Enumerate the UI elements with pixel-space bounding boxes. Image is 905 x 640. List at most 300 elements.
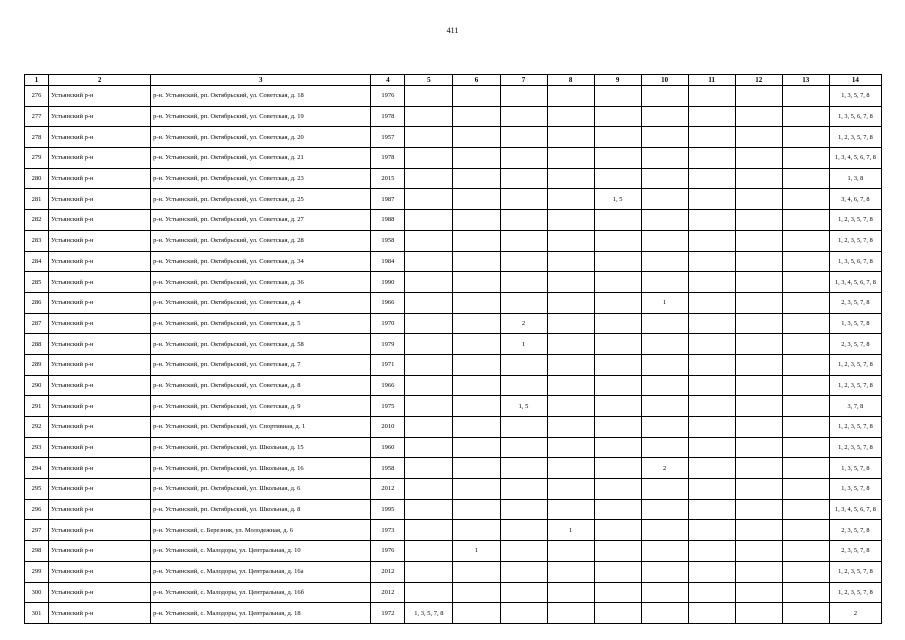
table-cell-col-11 bbox=[688, 272, 735, 293]
table-cell-col-13 bbox=[782, 189, 829, 210]
table-cell-col-7: 2 bbox=[500, 313, 547, 334]
table-cell-col-5 bbox=[405, 396, 453, 417]
table-cell-col-13 bbox=[782, 313, 829, 334]
table-cell-col-8 bbox=[547, 148, 594, 169]
table-cell-col-12 bbox=[735, 292, 782, 313]
column-header-8: 8 bbox=[547, 75, 594, 86]
table-cell-col-13 bbox=[782, 210, 829, 231]
table-cell-col-4: 2012 bbox=[371, 479, 405, 500]
table-cell-col-11 bbox=[688, 499, 735, 520]
table-cell-col-4: 1987 bbox=[371, 189, 405, 210]
table-cell-col-14: 3, 7, 8 bbox=[829, 396, 881, 417]
table-cell-col-4: 1958 bbox=[371, 230, 405, 251]
table-cell-col-2: Устьянский р-н bbox=[49, 168, 151, 189]
table-cell-col-11 bbox=[688, 354, 735, 375]
table-cell-col-1: 294 bbox=[25, 458, 49, 479]
table-cell-col-13 bbox=[782, 251, 829, 272]
table-cell-col-2: Устьянский р-н bbox=[49, 479, 151, 500]
table-cell-col-1: 298 bbox=[25, 541, 49, 562]
table-cell-col-14: 1, 2, 3, 5, 7, 8 bbox=[829, 417, 881, 438]
table-cell-col-1: 284 bbox=[25, 251, 49, 272]
table-cell-col-6 bbox=[453, 499, 500, 520]
table-cell-col-11 bbox=[688, 148, 735, 169]
table-cell-col-4: 1970 bbox=[371, 313, 405, 334]
table-cell-col-9 bbox=[594, 437, 641, 458]
table-cell-col-13 bbox=[782, 417, 829, 438]
table-cell-col-7 bbox=[500, 437, 547, 458]
table-cell-col-10 bbox=[641, 86, 688, 107]
table-cell-col-10 bbox=[641, 168, 688, 189]
table-cell-col-3: р-н. Устьянский, с. Малодоры, ул. Центральная, д. 10 bbox=[151, 541, 371, 562]
table-cell-col-7 bbox=[500, 251, 547, 272]
table-row bbox=[25, 417, 882, 438]
table-cell-col-12 bbox=[735, 210, 782, 231]
table-cell-col-4: 1973 bbox=[371, 520, 405, 541]
table-cell-col-3: р-н. Устьянский, рп. Октябрьский, ул. Спортивная, д. 1 bbox=[151, 417, 371, 438]
table-cell-col-7 bbox=[500, 499, 547, 520]
table-header bbox=[25, 75, 882, 86]
table-cell-col-2: Устьянский р-н bbox=[49, 313, 151, 334]
table-cell-col-4: 1978 bbox=[371, 106, 405, 127]
table-cell-col-3: р-н. Устьянский, рп. Октябрьский, ул. Советская, д. 28 bbox=[151, 230, 371, 251]
table-cell-col-2: Устьянский р-н bbox=[49, 86, 151, 107]
table-cell-col-3: р-н. Устьянский, рп. Октябрьский, ул. Советская, д. 23 bbox=[151, 168, 371, 189]
table-cell-col-9 bbox=[594, 603, 641, 624]
table-cell-col-7 bbox=[500, 106, 547, 127]
table-cell-col-12 bbox=[735, 127, 782, 148]
table-cell-col-5 bbox=[405, 251, 453, 272]
table-cell-col-5 bbox=[405, 479, 453, 500]
table-cell-col-7 bbox=[500, 541, 547, 562]
table-cell-col-6 bbox=[453, 582, 500, 603]
column-header-5: 5 bbox=[405, 75, 453, 86]
table-cell-col-1: 278 bbox=[25, 127, 49, 148]
table-cell-col-12 bbox=[735, 417, 782, 438]
table-cell-col-7 bbox=[500, 127, 547, 148]
table-cell-col-12 bbox=[735, 437, 782, 458]
table-cell-col-9 bbox=[594, 375, 641, 396]
table-cell-col-10 bbox=[641, 437, 688, 458]
table-row bbox=[25, 148, 882, 169]
table-cell-col-4: 2010 bbox=[371, 417, 405, 438]
table-cell-col-11 bbox=[688, 127, 735, 148]
table-cell-col-4: 1978 bbox=[371, 148, 405, 169]
table-cell-col-8 bbox=[547, 86, 594, 107]
table-cell-col-3: р-н. Устьянский, рп. Октябрьский, ул. Советская, д. 8 bbox=[151, 375, 371, 396]
table-cell-col-10 bbox=[641, 334, 688, 355]
table-cell-col-6 bbox=[453, 417, 500, 438]
table-cell-col-11 bbox=[688, 458, 735, 479]
table-cell-col-3: р-н. Устьянский, рп. Октябрьский, ул. Советская, д. 34 bbox=[151, 251, 371, 272]
table-cell-col-2: Устьянский р-н bbox=[49, 499, 151, 520]
table-row bbox=[25, 499, 882, 520]
table-cell-col-6 bbox=[453, 230, 500, 251]
table-cell-col-1: 296 bbox=[25, 499, 49, 520]
table-cell-col-14: 3, 4, 6, 7, 8 bbox=[829, 189, 881, 210]
table-cell-col-6 bbox=[453, 292, 500, 313]
column-header-10: 10 bbox=[641, 75, 688, 86]
table-cell-col-1: 295 bbox=[25, 479, 49, 500]
table-cell-col-4: 1958 bbox=[371, 458, 405, 479]
table-cell-col-7 bbox=[500, 272, 547, 293]
table-cell-col-6 bbox=[453, 396, 500, 417]
table-cell-col-3: р-н. Устьянский, рп. Октябрьский, ул. Советская, д. 58 bbox=[151, 334, 371, 355]
table-row bbox=[25, 168, 882, 189]
table-cell-col-8 bbox=[547, 582, 594, 603]
table-cell-col-4: 1995 bbox=[371, 499, 405, 520]
table-cell-col-8 bbox=[547, 561, 594, 582]
table-cell-col-11 bbox=[688, 292, 735, 313]
column-header-1: 1 bbox=[25, 75, 49, 86]
table-cell-col-12 bbox=[735, 354, 782, 375]
table-cell-col-4: 1957 bbox=[371, 127, 405, 148]
table-cell-col-3: р-н. Устьянский, рп. Октябрьский, ул. Советская, д. 25 bbox=[151, 189, 371, 210]
table-cell-col-8: 1 bbox=[547, 520, 594, 541]
table-cell-col-9 bbox=[594, 86, 641, 107]
table-cell-col-1: 293 bbox=[25, 437, 49, 458]
table-cell-col-10 bbox=[641, 603, 688, 624]
table-cell-col-7 bbox=[500, 86, 547, 107]
table-cell-col-13 bbox=[782, 106, 829, 127]
table-cell-col-11 bbox=[688, 86, 735, 107]
table-cell-col-14: 1, 3, 5, 7, 8 bbox=[829, 313, 881, 334]
table-cell-col-14: 1, 2, 3, 5, 7, 8 bbox=[829, 127, 881, 148]
table-cell-col-10 bbox=[641, 354, 688, 375]
table-cell-col-14: 1, 2, 3, 5, 7, 8 bbox=[829, 354, 881, 375]
table-cell-col-2: Устьянский р-н bbox=[49, 561, 151, 582]
table-cell-col-1: 292 bbox=[25, 417, 49, 438]
table-cell-col-11 bbox=[688, 479, 735, 500]
table-cell-col-12 bbox=[735, 189, 782, 210]
table-cell-col-11 bbox=[688, 189, 735, 210]
table-cell-col-14: 1, 2, 3, 5, 7, 8 bbox=[829, 582, 881, 603]
table-cell-col-7 bbox=[500, 230, 547, 251]
table-cell-col-5 bbox=[405, 106, 453, 127]
table-cell-col-13 bbox=[782, 334, 829, 355]
table-cell-col-1: 280 bbox=[25, 168, 49, 189]
table-cell-col-4: 1971 bbox=[371, 354, 405, 375]
table-cell-col-1: 297 bbox=[25, 520, 49, 541]
table-cell-col-10 bbox=[641, 396, 688, 417]
table-cell-col-2: Устьянский р-н bbox=[49, 396, 151, 417]
table-cell-col-8 bbox=[547, 313, 594, 334]
table-cell-col-11 bbox=[688, 334, 735, 355]
table-cell-col-10 bbox=[641, 127, 688, 148]
table-cell-col-10: 1 bbox=[641, 292, 688, 313]
table-row bbox=[25, 106, 882, 127]
table-cell-col-4: 1976 bbox=[371, 541, 405, 562]
table-cell-col-8 bbox=[547, 251, 594, 272]
table-cell-col-5 bbox=[405, 210, 453, 231]
table-cell-col-5 bbox=[405, 272, 453, 293]
table-cell-col-11 bbox=[688, 210, 735, 231]
table-cell-col-4: 1975 bbox=[371, 396, 405, 417]
table-cell-col-6 bbox=[453, 479, 500, 500]
table-cell-col-9 bbox=[594, 106, 641, 127]
table-cell-col-7 bbox=[500, 582, 547, 603]
table-cell-col-7 bbox=[500, 292, 547, 313]
table-row bbox=[25, 437, 882, 458]
column-header-14: 14 bbox=[829, 75, 881, 86]
table-cell-col-5 bbox=[405, 499, 453, 520]
table-cell-col-3: р-н. Устьянский, с. Березник, ул. Молодежная, д. 6 bbox=[151, 520, 371, 541]
table-cell-col-5 bbox=[405, 458, 453, 479]
table-cell-col-14: 2, 3, 5, 7, 8 bbox=[829, 520, 881, 541]
table-cell-col-6: 1 bbox=[453, 541, 500, 562]
table-cell-col-12 bbox=[735, 396, 782, 417]
table-cell-col-13 bbox=[782, 437, 829, 458]
table-cell-col-5 bbox=[405, 292, 453, 313]
table-cell-col-8 bbox=[547, 375, 594, 396]
table-cell-col-12 bbox=[735, 168, 782, 189]
table-cell-col-2: Устьянский р-н bbox=[49, 272, 151, 293]
table-cell-col-9 bbox=[594, 417, 641, 438]
table-cell-col-4: 1979 bbox=[371, 334, 405, 355]
table-cell-col-1: 291 bbox=[25, 396, 49, 417]
table-cell-col-9 bbox=[594, 127, 641, 148]
table-cell-col-14: 1, 2, 3, 5, 7, 8 bbox=[829, 210, 881, 231]
table-cell-col-8 bbox=[547, 479, 594, 500]
table-cell-col-6 bbox=[453, 354, 500, 375]
table-cell-col-12 bbox=[735, 520, 782, 541]
table-cell-col-3: р-н. Устьянский, рп. Октябрьский, ул. Школьная, д. 16 bbox=[151, 458, 371, 479]
table-cell-col-8 bbox=[547, 168, 594, 189]
table-cell-col-9 bbox=[594, 148, 641, 169]
table-cell-col-8 bbox=[547, 189, 594, 210]
table-cell-col-7 bbox=[500, 168, 547, 189]
table-cell-col-14: 1, 3, 5, 7, 8 bbox=[829, 86, 881, 107]
table-cell-col-4: 2012 bbox=[371, 561, 405, 582]
table-cell-col-1: 282 bbox=[25, 210, 49, 231]
table-row bbox=[25, 561, 882, 582]
table-cell-col-14: 1, 3, 5, 7, 8 bbox=[829, 458, 881, 479]
table-cell-col-2: Устьянский р-н bbox=[49, 189, 151, 210]
table-cell-col-2: Устьянский р-н bbox=[49, 541, 151, 562]
table-cell-col-2: Устьянский р-н bbox=[49, 582, 151, 603]
table-cell-col-9 bbox=[594, 313, 641, 334]
table-cell-col-8 bbox=[547, 292, 594, 313]
table-cell-col-6 bbox=[453, 189, 500, 210]
table-cell-col-14: 1, 2, 3, 5, 7, 8 bbox=[829, 437, 881, 458]
table-cell-col-6 bbox=[453, 375, 500, 396]
table-cell-col-6 bbox=[453, 520, 500, 541]
table-cell-col-13 bbox=[782, 127, 829, 148]
table-cell-col-1: 289 bbox=[25, 354, 49, 375]
table-cell-col-9 bbox=[594, 561, 641, 582]
table-cell-col-9 bbox=[594, 230, 641, 251]
table-cell-col-7 bbox=[500, 603, 547, 624]
table-cell-col-9 bbox=[594, 396, 641, 417]
table-cell-col-14: 1, 3, 8 bbox=[829, 168, 881, 189]
table-cell-col-13 bbox=[782, 292, 829, 313]
table-cell-col-14: 1, 2, 3, 5, 7, 8 bbox=[829, 561, 881, 582]
table-cell-col-5 bbox=[405, 561, 453, 582]
table-cell-col-5 bbox=[405, 230, 453, 251]
table-cell-col-3: р-н. Устьянский, рп. Октябрьский, ул. Школьная, д. 8 bbox=[151, 499, 371, 520]
table-cell-col-14: 1, 3, 4, 5, 6, 7, 8 bbox=[829, 272, 881, 293]
table-row bbox=[25, 251, 882, 272]
table-cell-col-13 bbox=[782, 603, 829, 624]
table-cell-col-1: 285 bbox=[25, 272, 49, 293]
table-cell-col-6 bbox=[453, 272, 500, 293]
table-cell-col-5 bbox=[405, 375, 453, 396]
table-cell-col-5 bbox=[405, 313, 453, 334]
table-cell-col-6 bbox=[453, 86, 500, 107]
table-cell-col-11 bbox=[688, 561, 735, 582]
table-cell-col-11 bbox=[688, 251, 735, 272]
table-cell-col-1: 301 bbox=[25, 603, 49, 624]
table-cell-col-8 bbox=[547, 396, 594, 417]
table-cell-col-11 bbox=[688, 582, 735, 603]
column-header-12: 12 bbox=[735, 75, 782, 86]
table-cell-col-3: р-н. Устьянский, рп. Октябрьский, ул. Советская, д. 9 bbox=[151, 396, 371, 417]
table-cell-col-1: 276 bbox=[25, 86, 49, 107]
table-cell-col-12 bbox=[735, 458, 782, 479]
table-cell-col-13 bbox=[782, 168, 829, 189]
table-cell-col-7 bbox=[500, 561, 547, 582]
table-cell-col-5 bbox=[405, 437, 453, 458]
table-cell-col-1: 286 bbox=[25, 292, 49, 313]
table-body bbox=[25, 86, 882, 624]
table-cell-col-8 bbox=[547, 272, 594, 293]
table-row bbox=[25, 189, 882, 210]
table-cell-col-4: 1972 bbox=[371, 603, 405, 624]
table-cell-col-10: 2 bbox=[641, 458, 688, 479]
table-cell-col-3: р-н. Устьянский, рп. Октябрьский, ул. Советская, д. 27 bbox=[151, 210, 371, 231]
table-cell-col-12 bbox=[735, 582, 782, 603]
table-cell-col-8 bbox=[547, 458, 594, 479]
table-cell-col-6 bbox=[453, 313, 500, 334]
table-cell-col-11 bbox=[688, 520, 735, 541]
table-cell-col-5 bbox=[405, 541, 453, 562]
table-cell-col-12 bbox=[735, 561, 782, 582]
table-cell-col-1: 279 bbox=[25, 148, 49, 169]
table-cell-col-9 bbox=[594, 210, 641, 231]
table-cell-col-13 bbox=[782, 396, 829, 417]
column-header-11: 11 bbox=[688, 75, 735, 86]
table-cell-col-12 bbox=[735, 499, 782, 520]
table-cell-col-10 bbox=[641, 541, 688, 562]
table-row bbox=[25, 520, 882, 541]
table-cell-col-3: р-н. Устьянский, с. Малодоры, ул. Центральная, д. 16а bbox=[151, 561, 371, 582]
table-cell-col-13 bbox=[782, 499, 829, 520]
column-header-6: 6 bbox=[453, 75, 500, 86]
table-cell-col-9 bbox=[594, 520, 641, 541]
table-cell-col-9 bbox=[594, 168, 641, 189]
table-cell-col-2: Устьянский р-н bbox=[49, 520, 151, 541]
table-cell-col-7 bbox=[500, 354, 547, 375]
table-cell-col-3: р-н. Устьянский, рп. Октябрьский, ул. Советская, д. 36 bbox=[151, 272, 371, 293]
housing-register-table bbox=[24, 74, 882, 624]
table-cell-col-10 bbox=[641, 582, 688, 603]
table-cell-col-1: 287 bbox=[25, 313, 49, 334]
table-cell-col-9 bbox=[594, 458, 641, 479]
table-cell-col-2: Устьянский р-н bbox=[49, 251, 151, 272]
table-cell-col-9 bbox=[594, 499, 641, 520]
table-cell-col-8 bbox=[547, 334, 594, 355]
table-cell-col-13 bbox=[782, 458, 829, 479]
table-cell-col-7 bbox=[500, 189, 547, 210]
table-cell-col-5 bbox=[405, 189, 453, 210]
table-cell-col-3: р-н. Устьянский, рп. Октябрьский, ул. Советская, д. 7 bbox=[151, 354, 371, 375]
table-cell-col-3: р-н. Устьянский, рп. Октябрьский, ул. Советская, д. 4 bbox=[151, 292, 371, 313]
table-cell-col-6 bbox=[453, 168, 500, 189]
table-cell-col-10 bbox=[641, 106, 688, 127]
table-cell-col-12 bbox=[735, 334, 782, 355]
table-cell-col-11 bbox=[688, 375, 735, 396]
column-header-3: 3 bbox=[151, 75, 371, 86]
table-cell-col-10 bbox=[641, 375, 688, 396]
table-cell-col-5: 1, 3, 5, 7, 8 bbox=[405, 603, 453, 624]
table-cell-col-13 bbox=[782, 582, 829, 603]
table-row bbox=[25, 541, 882, 562]
table-cell-col-13 bbox=[782, 230, 829, 251]
table-cell-col-14: 2, 3, 5, 7, 8 bbox=[829, 541, 881, 562]
table-cell-col-12 bbox=[735, 106, 782, 127]
table-cell-col-5 bbox=[405, 354, 453, 375]
table-cell-col-14: 1, 2, 3, 5, 7, 8 bbox=[829, 375, 881, 396]
table-cell-col-2: Устьянский р-н bbox=[49, 127, 151, 148]
table-cell-col-10 bbox=[641, 479, 688, 500]
table-cell-col-5 bbox=[405, 334, 453, 355]
table-cell-col-4: 1960 bbox=[371, 437, 405, 458]
table-row bbox=[25, 479, 882, 500]
table-cell-col-11 bbox=[688, 396, 735, 417]
table-cell-col-14: 2, 3, 5, 7, 8 bbox=[829, 292, 881, 313]
table-cell-col-1: 288 bbox=[25, 334, 49, 355]
table-cell-col-6 bbox=[453, 603, 500, 624]
table-cell-col-3: р-н. Устьянский, рп. Октябрьский, ул. Школьная, д. 6 bbox=[151, 479, 371, 500]
table-cell-col-4: 1990 bbox=[371, 272, 405, 293]
table-cell-col-14: 1, 2, 3, 5, 7, 8 bbox=[829, 230, 881, 251]
table-cell-col-5 bbox=[405, 86, 453, 107]
header-row bbox=[25, 75, 882, 86]
table-cell-col-2: Устьянский р-н bbox=[49, 292, 151, 313]
table-cell-col-2: Устьянский р-н bbox=[49, 106, 151, 127]
table-cell-col-4: 2012 bbox=[371, 582, 405, 603]
table-cell-col-9 bbox=[594, 272, 641, 293]
table-cell-col-8 bbox=[547, 210, 594, 231]
table-cell-col-13 bbox=[782, 375, 829, 396]
table-cell-col-7 bbox=[500, 458, 547, 479]
table-row bbox=[25, 127, 882, 148]
table-cell-col-11 bbox=[688, 230, 735, 251]
table-cell-col-7 bbox=[500, 375, 547, 396]
table-cell-col-8 bbox=[547, 106, 594, 127]
table-cell-col-3: р-н. Устьянский, рп. Октябрьский, ул. Советская, д. 20 bbox=[151, 127, 371, 148]
column-header-2: 2 bbox=[49, 75, 151, 86]
table-cell-col-9 bbox=[594, 541, 641, 562]
table-cell-col-13 bbox=[782, 561, 829, 582]
table-cell-col-5 bbox=[405, 127, 453, 148]
table-cell-col-12 bbox=[735, 603, 782, 624]
table-cell-col-5 bbox=[405, 148, 453, 169]
page-number: 411 bbox=[446, 26, 459, 35]
table-cell-col-10 bbox=[641, 210, 688, 231]
table-cell-col-13 bbox=[782, 86, 829, 107]
table-cell-col-13 bbox=[782, 479, 829, 500]
table-cell-col-6 bbox=[453, 561, 500, 582]
table-cell-col-4: 2015 bbox=[371, 168, 405, 189]
table-cell-col-8 bbox=[547, 437, 594, 458]
table-cell-col-12 bbox=[735, 541, 782, 562]
table-cell-col-1: 299 bbox=[25, 561, 49, 582]
table-cell-col-1: 300 bbox=[25, 582, 49, 603]
table-cell-col-10 bbox=[641, 251, 688, 272]
table-row bbox=[25, 396, 882, 417]
table-cell-col-1: 281 bbox=[25, 189, 49, 210]
table-cell-col-9 bbox=[594, 292, 641, 313]
